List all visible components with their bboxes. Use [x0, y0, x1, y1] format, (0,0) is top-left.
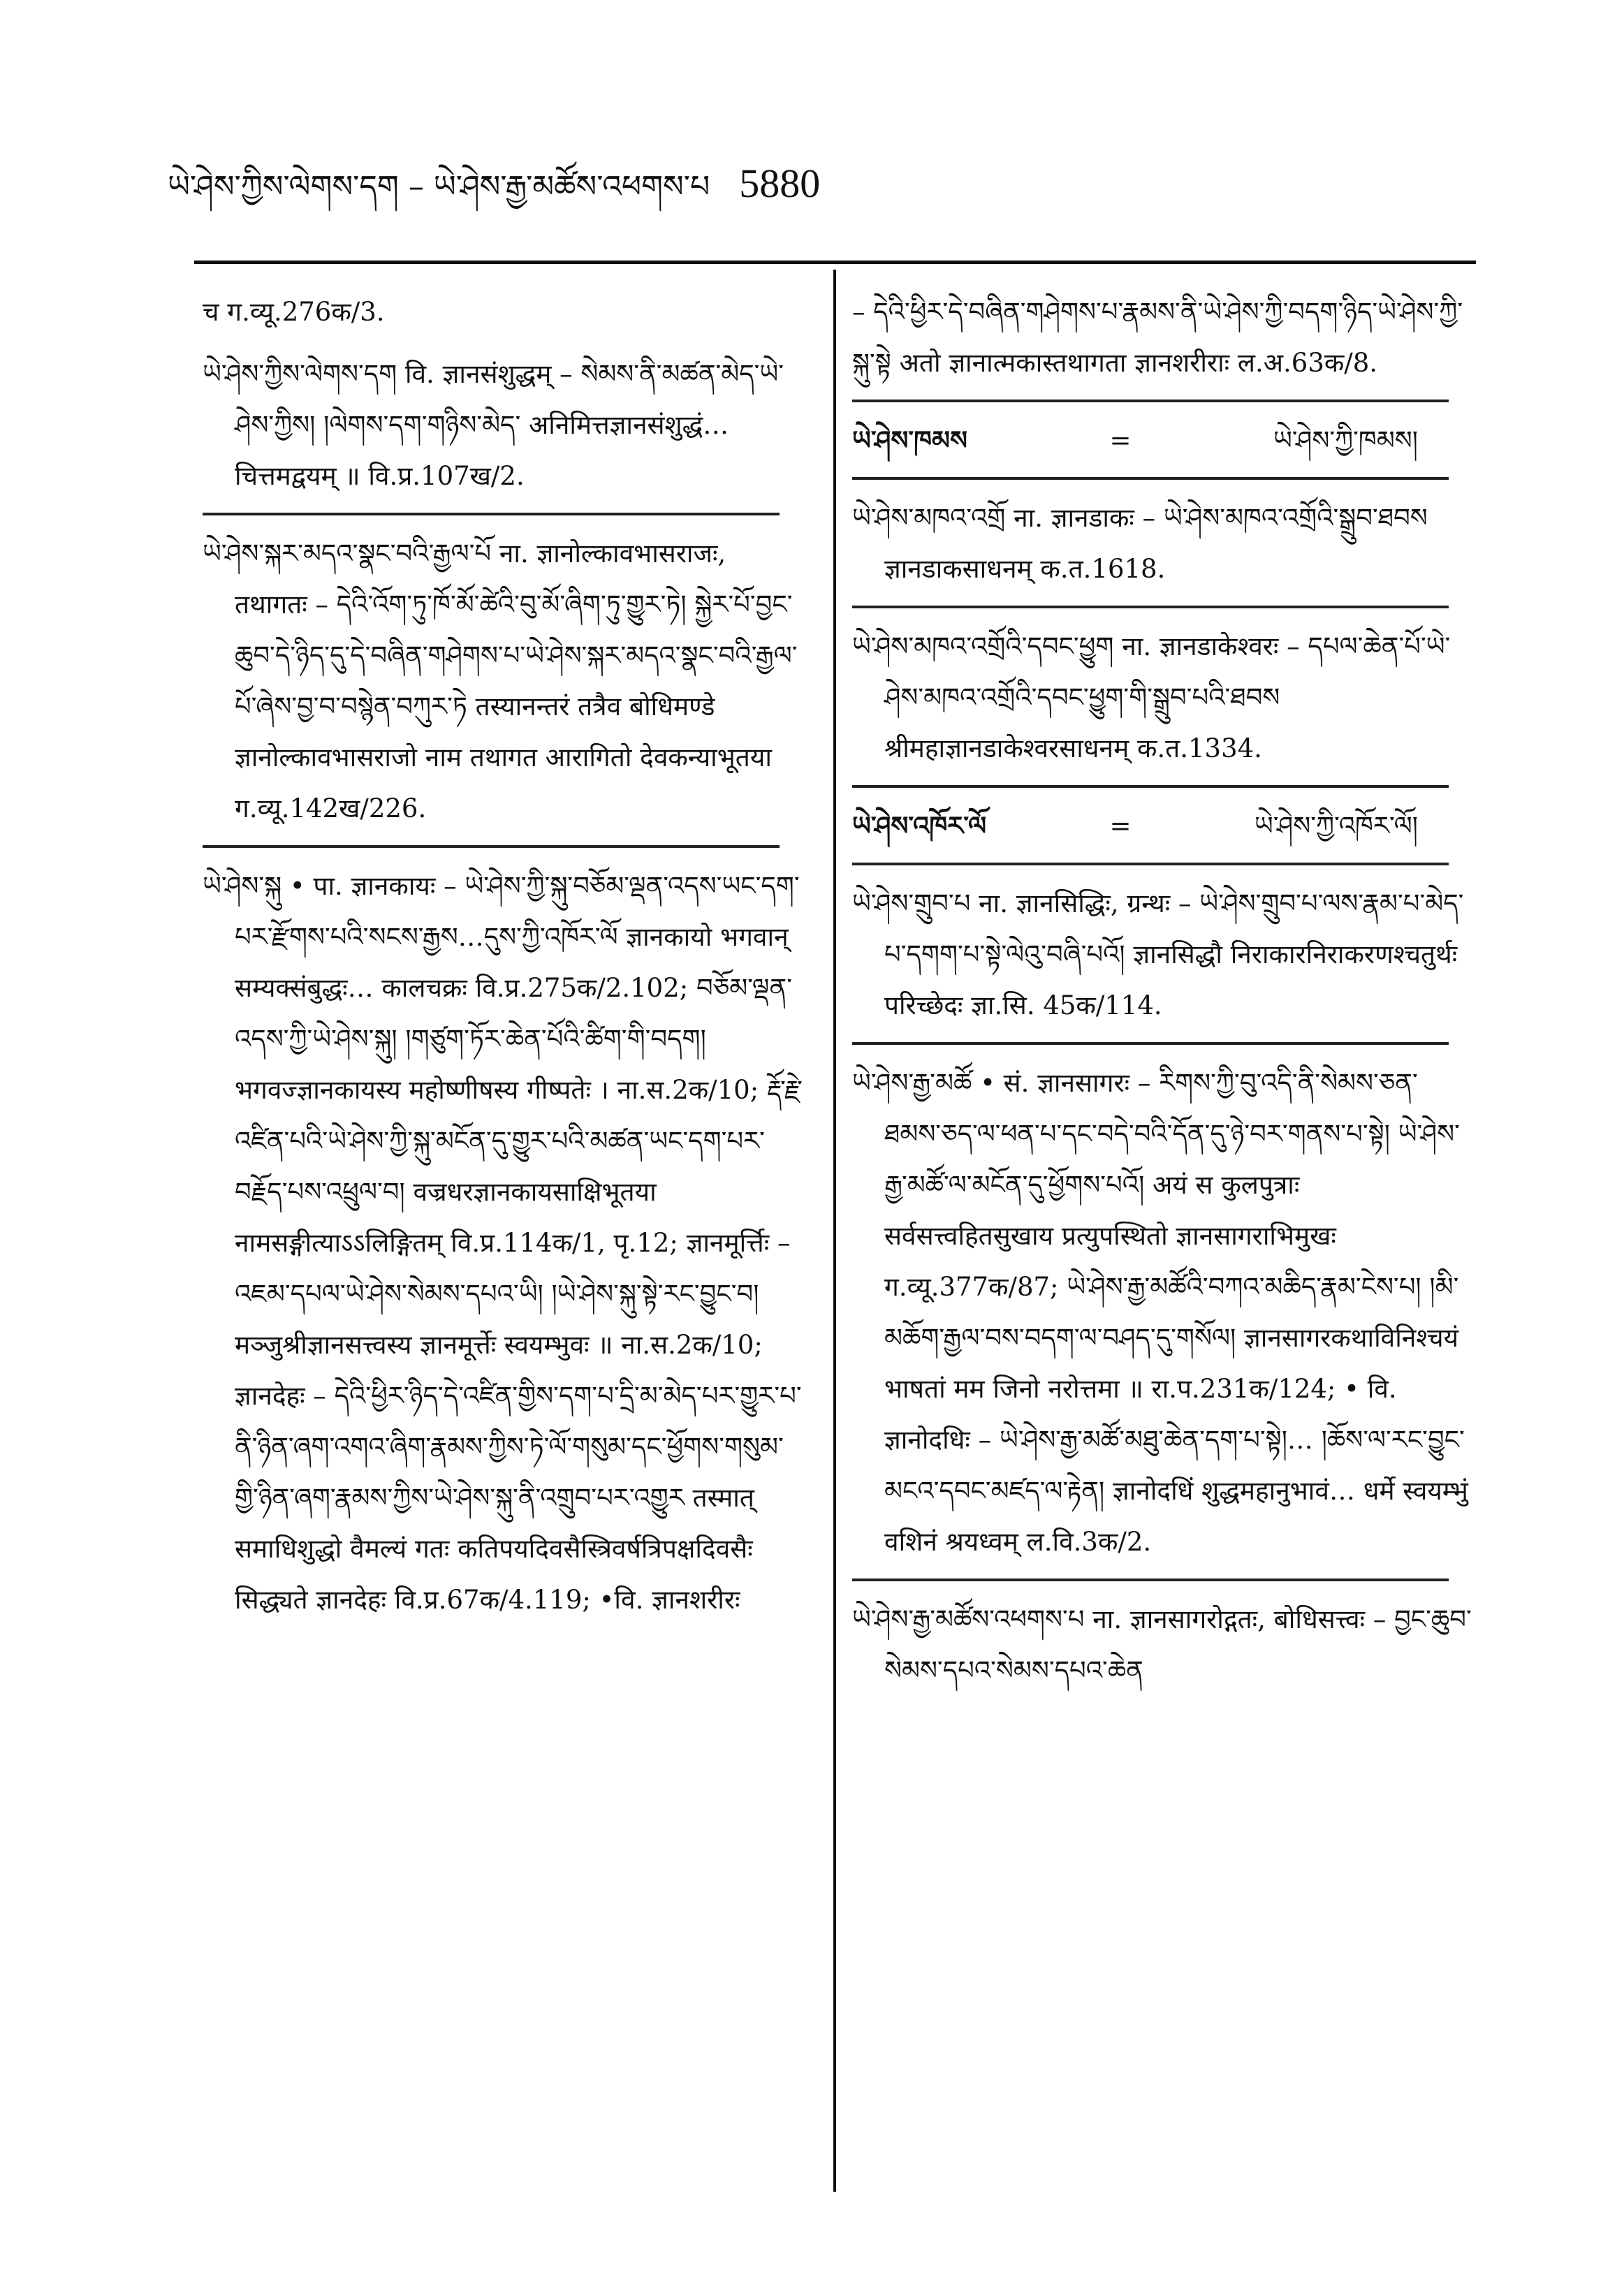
xref-head: ཡེ་ཤེས་འཁོར་ལོ — [852, 810, 987, 841]
entry-separator — [852, 477, 1449, 480]
cross-reference — [852, 800, 1474, 851]
entry: ཡེ་ཤེས་རྒྱ་མཚོས་འཕགས་པ ना. ज्ञानसागरोद्गतः, बोधिसत्त्वः – བྱང་ཆུབ་སེམས་དཔའ་སེམས་དཔའ་ཆེན — [852, 1604, 1472, 1685]
entry: ཡེ་ཤེས་སྐར་མདའ་སྣང་བའི་རྒྱལ་པོ ना. ज्ञानोल्कावभासराजः, तथागतः – དེའི་འོག་ཏུ་ཁོ་མོ་ཚེའི་བུ་མོ་ཞིག་ཏུ་གྱུར་ཏེ། སྐྱེར་པོ་བྱང་ཆུབ་དེ་ཉིད་དུ་དེ་བཞིན་གཤེགས་པ་ཡེ་ཤེས་སྐར་མདའ་སྣང་བའི་རྒྱལ་པོ་ཞེས་བྱ་བ་བསྙེན་བཀུར་ཏེ तस्यानन्तरं तत्रैव बोधिमण्डे ज्ञानोल्कावभासराजो नाम तथागत आरागितो देवकन्याभूतया ग.व्यू.142ख/226. — [203, 539, 798, 823]
entry: ཡེ་ཤེས་རྒྱ་མཚོ • सं. ज्ञानसागरः – རིགས་ཀྱི་བུ་འདི་ནི་སེམས་ཅན་ཐམས་ཅད་ལ་ཕན་པ་དང་བདེ་བའི་དོན་དུ་ཉེ་བར་གནས་པ་སྟེ། ཡེ་ཤེས་རྒྱ་མཚོ་ལ་མངོན་དུ་ཕྱོགས་པའོ། अयं स कुलपुत्राः सर्वसत्त्वहितसुखाय प्रत्युपस्थितो ज्ञानसागराभिमुखः ग.व्यू.377क/87; ཡེ་ཤེས་རྒྱ་མཚོའི་བཀའ་མཆིད་རྣམ་ངེས་པ། །མི་མཆོག་རྒྱལ་བས་བདག་ལ་བཤད་དུ་གསོལ། ज्ञानसागरकथाविनिश्चयं भाषतां मम जिनो नरोत्तमा ॥ रा.प.231क/124; • वि. ज्ञानोदधिः – ཡེ་ཤེས་རྒྱ་མཚོ་མཐུ་ཆེན་དག་པ་སྟེ།… །ཆོས་ལ་རང་བྱུང་མངའ་དབང་མཛད་ལ་རྟེན། ज्ञानोदधिं शुद्धमहानुभावं… धर्मे स्वयम्भुं वशिनं श्रयध्वम् ल.वि.3क/2. — [852, 1068, 1468, 1557]
xref-head: ཡེ་ཤེས་ཁམས — [852, 425, 967, 455]
entry-separator — [203, 845, 780, 848]
cross-reference — [852, 415, 1474, 466]
entry-continuation: – དེའི་ཕྱིར་དེ་བཞིན་གཤེགས་པ་རྣམས་ནི་ཡེ་ཤེས་ཀྱི་བདག་ཉིད་ཡེ་ཤེས་ཀྱི་སྐུ་སྟེ अतो ज्ञानात्मकास्तथागता ज्ञानशरीराः ल.अ.63क/8. — [852, 297, 1463, 378]
header-title: ཡེ་ཤེས་ཀྱིས་ལེགས་དག – ཡེ་ཤེས་རྒྱ་མཚོས་འཕགས་པ — [168, 169, 710, 205]
page-number: 5880 — [739, 161, 821, 206]
entry-separator — [203, 513, 780, 515]
entry-separator — [852, 606, 1449, 608]
left-column — [203, 286, 803, 1636]
entry-separator — [852, 785, 1449, 788]
header-rule — [194, 261, 1476, 264]
entry: ཡེ་ཤེས་མཁའ་འགྲོའི་དབང་ཕྱུག ना. ज्ञानडाकेश्वरः – དཔལ་ཆེན་པོ་ཡེ་ཤེས་མཁའ་འགྲོའི་དབང་ཕྱུག་གི་སྒྲུབ་པའི་ཐབས श्रीमहाज्ञानडाकेश्वरसाधनम् क.त.1334. — [852, 631, 1451, 763]
entry: ཡེ་ཤེས་གྲུབ་པ ना. ज्ञानसिद्धिः, ग्रन्थः – ཡེ་ཤེས་གྲུབ་པ་ལས་རྣམ་པ་མེད་པ་དགག་པ་སྟེ་ལེའུ་བཞི་པའོ། ज्ञानसिद्धौ निराकारनिराकरणश्चतुर्थः परिच्छेदः ज्ञा.सि. 45क/114. — [852, 888, 1464, 1020]
entry-continuation: च ग.व्यू.276क/3. — [203, 297, 385, 327]
right-column — [852, 286, 1474, 1707]
entry: ཡེ་ཤེས་མཁའ་འགྲོ ना. ज्ञानडाकः – ཡེ་ཤེས་མཁའ་འགྲོའི་སྒྲུབ་ཐབས ज्ञानडाकसाधनम् क.त.1618. — [852, 503, 1428, 584]
xref-equals: = — [1109, 425, 1132, 455]
column-divider — [833, 270, 836, 2192]
entry: ཡེ་ཤེས་ཀྱིས་ལེགས་དག वि. ज्ञानसंशुद्धम् – སེམས་ནི་མཚན་མེད་ཡེ་ཤེས་ཀྱིས། །ལེགས་དག་གཉིས་མེད་ अनिमित्तज्ञानसंशुद्धं…चित्तमद्वयम् ॥ वि.प्र.107ख/2. — [203, 359, 784, 491]
xref-target: ཡེ་ཤེས་ཀྱི་ཁམས། — [1273, 425, 1418, 455]
xref-equals: = — [1109, 811, 1132, 841]
entry-separator — [852, 1042, 1449, 1045]
entry-separator — [852, 400, 1449, 402]
entry-separator — [852, 1578, 1449, 1581]
entry-separator — [852, 863, 1449, 865]
entry: ཡེ་ཤེས་སྐུ • पा. ज्ञानकायः – ཡེ་ཤེས་ཀྱི་སྐུ་བཅོམ་ལྡན་འདས་ཡང་དག་པར་རྫོགས་པའི་སངས་རྒྱས…དུས་ཀྱི་འཁོར་ལོ ज्ञानकायो भगवान् सम्यक्संबुद्धः… कालचक्रः वि.प्र.275क/2.102; བཅོམ་ལྡན་འདས་ཀྱི་ཡེ་ཤེས་སྐུ། །གཙུག་ཏོར་ཆེན་པོའི་ཚིག་གི་བདག། भगवज्ज्ञानकायस्य महोष्णीषस्य गीष्पतेः । ना.स.2क/10; རྡོ་རྗེ་འཛིན་པའི་ཡེ་ཤེས་ཀྱི་སྐུ་མངོན་དུ་གྱུར་པའི་མཚན་ཡང་དག་པར་བརྗོད་པས་འཕྲུལ་བ། वज्रधरज्ञानकायसाक्षिभूतया नामसङ्गीत्याऽऽलिङ्गितम् वि.प्र.114क/1, पृ.12; ज्ञानमूर्त्तिः – འཇམ་དཔལ་ཡེ་ཤེས་སེམས་དཔའ་ཡི། །ཡེ་ཤེས་སྐུ་སྟེ་རང་བྱུང་བ། मञ्जुश्रीज्ञानसत्त्वस्य ज्ञानमूर्त्तेः स्वयम्भुवः ॥ ना.स.2क/10; ज्ञानदेहः – དེའི་ཕྱིར་ཉིད་དེ་འཛིན་གྱིས་དག་པ་དྲི་མ་མེད་པར་གྱུར་པ་ནི་ཉིན་ཞག་འགའ་ཞིག་རྣམས་ཀྱིས་ཏེ་ལོ་གསུམ་དང་ཕྱོགས་གསུམ་གྱི་ཉིན་ཞག་རྣམས་ཀྱིས་ཡེ་ཤེས་སྐུ་ནི་འགྲུབ་པར་འགྱུར तस्मात् समाधिशुद्धो वैमल्यं गतः कतिपयदिवसैस्त्रिवर्षत्रिपक्षदिवसैः सिद्ध्यते ज्ञानदेहः वि.प्र.67क/4.119; •वि. ज्ञानशरीरः — [203, 871, 803, 1615]
xref-target: ཡེ་ཤེས་ཀྱི་འཁོར་ལོ། — [1254, 811, 1418, 841]
running-header — [168, 152, 1495, 215]
